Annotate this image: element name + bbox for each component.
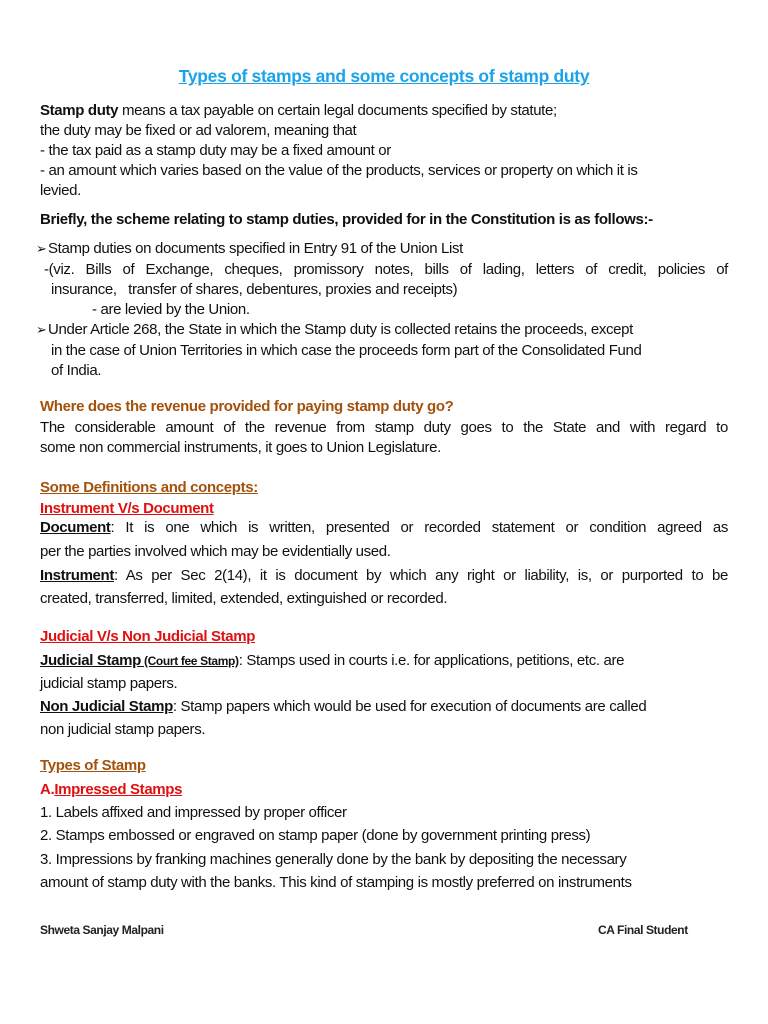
revenue-line-2: some non commercial instruments, it goes to Union Legislature. xyxy=(40,439,441,456)
instrument-definition-line-1 xyxy=(40,566,728,586)
arrow-bullet-icon: ➢ xyxy=(36,322,47,337)
bullet-2-line-3: of India. xyxy=(51,362,102,379)
intro-line-5: levied. xyxy=(40,182,81,199)
judicial-heading: Judicial V/s Non Judicial Stamp xyxy=(40,628,256,645)
page-title: Types of stamps and some concepts of stamp duty xyxy=(178,66,590,86)
types-heading: Types of Stamp xyxy=(40,757,146,774)
document-term: Document xyxy=(40,519,111,536)
bullet-1-line-2: -(viz. Bills of Exchange, cheques, promissory notes, bills of lading, letters of credit, policies of xyxy=(44,261,728,278)
nonjudicial-line-2: non judicial stamp papers. xyxy=(40,721,206,738)
intro-text: means a tax payable on certain legal documents specified by statute; xyxy=(118,102,557,119)
judicial-line-1 xyxy=(40,651,624,671)
stamp-duty-term: Stamp duty xyxy=(40,102,119,119)
intro-line-2: the duty may be fixed or ad valorem, meaning that xyxy=(40,122,357,139)
footer-author: Shweta Sanjay Malpani xyxy=(40,923,164,937)
nonjudicial-stamp-term: Non Judicial Stamp xyxy=(40,698,173,715)
bullet-1-line-1 xyxy=(36,239,463,259)
instrument-term: Instrument xyxy=(40,567,115,584)
list-prefix: A. xyxy=(40,781,55,798)
intro-line-3: - the tax paid as a stamp duty may be a fixed amount or xyxy=(40,142,391,159)
types-item-1: 1. Labels affixed and impressed by proper officer xyxy=(40,804,347,821)
instrument-vs-document-heading: Instrument V/s Document xyxy=(40,500,214,517)
document-definition-text: : It is one which is written, presented or recorded statement or condition agreed as xyxy=(110,519,728,536)
instrument-definition-line-2: created, transferred, limited, extended, extinguished or recorded. xyxy=(40,590,448,607)
types-item-2: 2. Stamps embossed or engraved on stamp paper (done by government printing press) xyxy=(40,827,591,844)
nonjudicial-line-1 xyxy=(40,697,646,717)
types-item-3: 3. Impressions by franking machines generally done by the bank by depositing the necessary xyxy=(40,851,627,868)
judicial-line-2: judicial stamp papers. xyxy=(40,675,178,692)
judicial-term-text: Judicial Stamp xyxy=(40,652,141,669)
court-fee-note: (Court fee Stamp) xyxy=(140,654,239,668)
bullet-text: Under Article 268, the State in which the Stamp duty is collected retains the proceeds, except xyxy=(48,321,633,338)
nonjudicial-definition-text: : Stamp papers which would be used for execution of documents are called xyxy=(172,698,647,715)
revenue-line-1: The considerable amount of the revenue from stamp duty goes to the State and with regard to xyxy=(40,419,728,436)
revenue-heading: Where does the revenue provided for paying stamp duty go? xyxy=(40,398,454,415)
judicial-definition-text: : Stamps used in courts i.e. for applications, petitions, etc. are xyxy=(238,652,625,669)
impressed-stamps-heading xyxy=(40,780,182,800)
bullet-1-line-4: - are levied by the Union. xyxy=(92,301,250,318)
arrow-bullet-icon: ➢ xyxy=(36,241,47,256)
document-definition-line-2: per the parties involved which may be evidentially used. xyxy=(40,543,391,560)
intro-line-1 xyxy=(40,101,557,121)
bullet-2-line-1 xyxy=(36,320,633,340)
types-item-3-cont: amount of stamp duty with the banks. This kind of stamping is mostly preferred on instruments xyxy=(40,874,632,891)
bullet-1-line-3: insurance, transfer of shares, debentures, proxies and receipts) xyxy=(51,281,458,298)
impressed-stamps-title: Impressed Stamps xyxy=(54,781,183,798)
definitions-heading: Some Definitions and concepts: xyxy=(40,479,258,496)
bullet-2-line-2: in the case of Union Territories in which case the proceeds form part of the Consolidated Fund xyxy=(51,342,642,359)
footer-role: CA Final Student xyxy=(598,923,688,937)
intro-line-4: - an amount which varies based on the value of the products, services or property on which it is xyxy=(40,162,638,179)
judicial-stamp-term xyxy=(40,652,239,669)
scheme-heading: Briefly, the scheme relating to stamp duties, provided for in the Constitution is as follows:- xyxy=(40,211,653,228)
bullet-text: Stamp duties on documents specified in Entry 91 of the Union List xyxy=(48,240,463,257)
instrument-definition-text: : As per Sec 2(14), it is document by which any right or liability, is, or purported to be xyxy=(114,567,728,584)
document-definition-line-1 xyxy=(40,518,728,538)
